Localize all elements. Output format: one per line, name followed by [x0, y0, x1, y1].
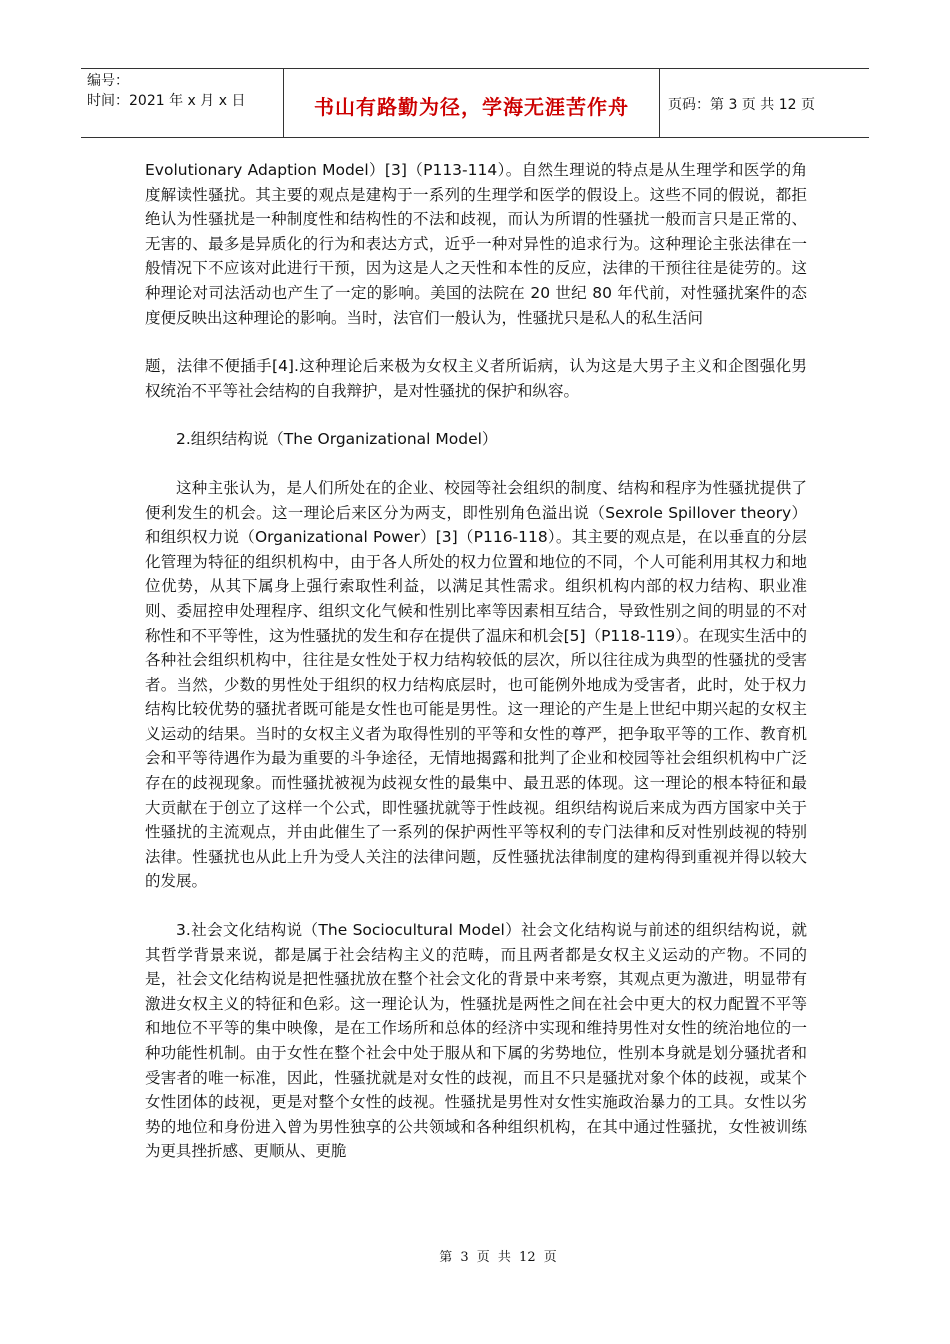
date-label: 时间：2021 年 x 月 x 日 [87, 93, 246, 109]
header-motto: 书山有路勤为径，学海无涯苦作舟 [284, 69, 660, 137]
header-meta [81, 69, 284, 137]
section-heading-2: 2.组织结构说（The Organizational Model） [176, 430, 498, 449]
document-body [145, 158, 807, 1164]
paragraph-4: 3.社会文化结构说（The Sociocultural Model）社会文化结构说与前述的组织结构说，就其哲学背景来说，都是属于社会结构主义的范畴，而且两者都是女权主义运动的产物。不同的是，社会文化结构说是把性骚扰放在整个社会文化的背景中来考察，其观点更为激进，明显带有激进女权主义的特征和色彩。这一理论认为，性骚扰是两性之间在社会中更大的权力配置不平等和地位不平等的集中映像，是在工作场所和总体的经济中实现和维持男性对女性的统治地位的一种功能性机制。由于女性在整个社会中处于服从和下属的劣势地位，性别本身就是划分骚扰者和受害者的唯一标准，因此，性骚扰就是对女性的歧视，而且不只是骚扰对象个体的歧视，或某个女性团体的歧视，更是对整个女性的歧视。性骚扰是男性对女性实施政治暴力的工具。女性以劣势的地位和身份进入曾为男性独享的公共领域和各种组织机构，在其中通过性骚扰，女性被训练为更具挫折感、更顺从、更脆 [145, 921, 807, 1161]
serial-label: 编号： [87, 73, 129, 89]
page-footer: 第 3 页 共 12 页 [439, 1250, 557, 1265]
header-page-info: 页码：第 3 页 共 12 页 [668, 97, 815, 113]
paragraph-2: 题，法律不便插手[4].这种理论后来极为女权主义者所诟病，认为这是大男子主义和企图强化男权统治不平等社会结构的自我辩护，是对性骚扰的保护和纵容。 [145, 357, 807, 400]
paragraph-3: 这种主张认为，是人们所处在的企业、校园等社会组织的制度、结构和程序为性骚扰提供了便利发生的机会。这一理论后来区分为两支，即性别角色溢出说（Sexrole Spillover theory）和组织权力说（Organizational Power）[3]（P116-118）。其主要的观点是，在以垂直的分层化管理为特征的组织机构中，由于各人所处的权力位置和地位的不同，个人可能利用其权力和地位优势，从其下属身上强行索取性利益，以满足其性需求。组织机构内部的权力结构、职业准则、委屈控申处理程序、组织文化气候和性别比率等因素相互结合，导致性别之间的明显的不对称性和不平等性，这为性骚扰的发生和存在提供了温床和机会[5]（P118-119）。在现实生活中的各种社会组织机构中，往往是女性处于权力结构较低的层次，所以往往成为典型的性骚扰的受害者。当然，少数的男性处于组织的权力结构底层时，也可能例外地成为受害者，此时，处于权力结构比较优势的骚扰者既可能是女性也可能是男性。这一理论的产生是上世纪中期兴起的女权主义运动的结果。当时的女权主义者为取得性别的平等和女性的尊严，把争取平等的工作、教育机会和平等待遇作为最为重要的斗争途径，无情地揭露和批判了企业和校园等社会组织机构中广泛存在的歧视现象。而性骚扰被视为歧视女性的最集中、最丑恶的体现。这一理论的根本特征和最大贡献在于创立了这样一个公式，即性骚扰就等于性歧视。组织结构说后来成为西方国家中关于性骚扰的主流观点，并由此催生了一系列的保护两性平等权利的专门法律和反对性别歧视的特别法律。性骚扰也从此上升为受人关注的法律问题，反性骚扰法律制度的建构得到重视并得以较大的发展。 [145, 478, 807, 891]
paragraph-1: Evolutionary Adaption Model）[3]（P113-114）。自然生理说的特点是从生理学和医学的角度解读性骚扰。其主要的观点是建构于一系列的生理学和医学的假设上。这些不同的假说，都拒绝认为性骚扰是一种制度性和结构性的不法和歧视，而认为所谓的性骚扰一般而言只是正常的、无害的、最多是异质化的行为和表达方式，近乎一种对异性的追求行为。这种理论主张法律在一般情况下不应该对此进行干预，因为这是人之天性和本性的反应，法律的干预往往是徒劳的。这种理论对司法活动也产生了一定的影响。美国的法院在 20 世纪 80 年代前，对性骚扰案件的态度便反映出这种理论的影响。当时，法官们一般认为，性骚扰只是私人的私生活问 [145, 161, 807, 327]
page-header [81, 68, 869, 138]
